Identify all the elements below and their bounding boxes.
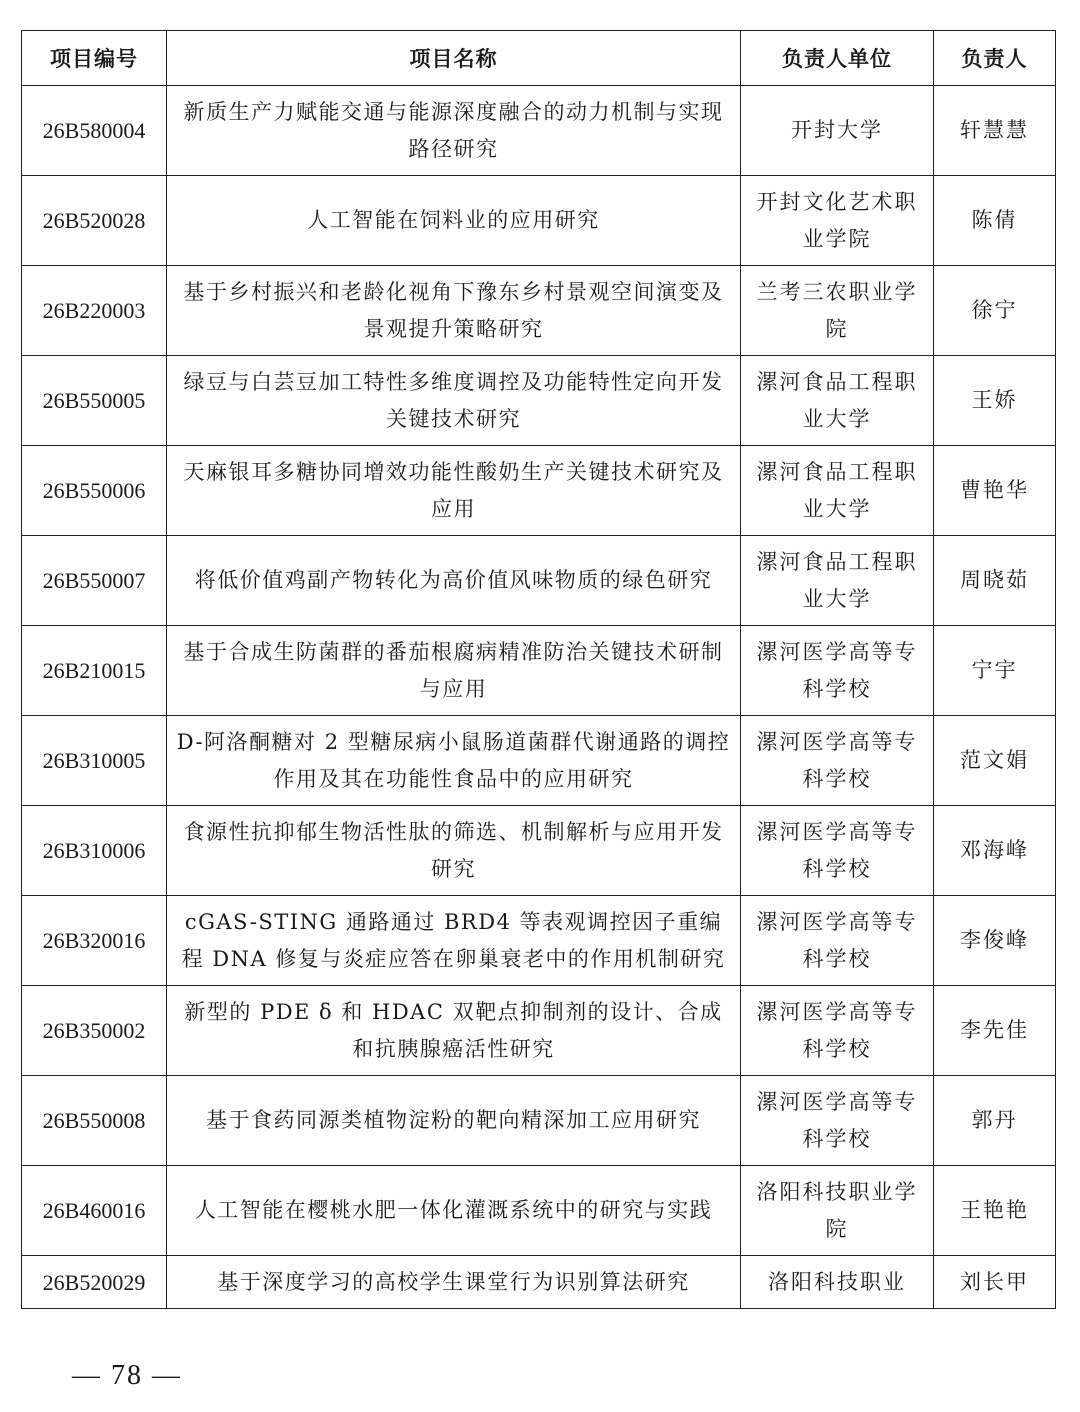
project-code-cell: 26B350002 <box>22 986 167 1076</box>
responsible-unit-cell: 洛阳科技职业 <box>741 1256 934 1309</box>
responsible-person-cell: 郭丹 <box>934 1076 1056 1166</box>
responsible-person-cell: 王娇 <box>934 356 1056 446</box>
responsible-unit-cell: 漯河医学高等专科学校 <box>741 1076 934 1166</box>
responsible-person-cell: 刘长甲 <box>934 1256 1056 1309</box>
responsible-person-cell: 徐宁 <box>934 266 1056 356</box>
header-project-code: 项目编号 <box>22 31 167 86</box>
responsible-person-cell: 李先佳 <box>934 986 1056 1076</box>
project-code-cell: 26B520028 <box>22 176 167 266</box>
table-row <box>22 1166 1056 1256</box>
project-title-cell: D-阿洛酮糖对 2 型糖尿病小鼠肠道菌群代谢通路的调控作用及其在功能性食品中的应用研究 <box>167 716 741 806</box>
project-title-cell: 新质生产力赋能交通与能源深度融合的动力机制与实现路径研究 <box>167 86 741 176</box>
responsible-person-cell: 范文娟 <box>934 716 1056 806</box>
responsible-person-cell: 邓海峰 <box>934 806 1056 896</box>
project-title-cell: cGAS-STING 通路通过 BRD4 等表观调控因子重编程 DNA 修复与炎症应答在卵巢衰老中的作用机制研究 <box>167 896 741 986</box>
table-row <box>22 1256 1056 1309</box>
header-responsible-person: 负责人 <box>934 31 1056 86</box>
project-code-cell: 26B210015 <box>22 626 167 716</box>
table-header-row <box>22 31 1056 86</box>
project-title-cell: 食源性抗抑郁生物活性肽的筛选、机制解析与应用开发研究 <box>167 806 741 896</box>
table-row <box>22 446 1056 536</box>
responsible-unit-cell: 漯河医学高等专科学校 <box>741 716 934 806</box>
table-row <box>22 176 1056 266</box>
project-title-cell: 人工智能在樱桃水肥一体化灌溉系统中的研究与实践 <box>167 1166 741 1256</box>
project-code-cell: 26B520029 <box>22 1256 167 1309</box>
responsible-unit-cell: 漯河食品工程职业大学 <box>741 446 934 536</box>
responsible-unit-cell: 漯河医学高等专科学校 <box>741 986 934 1076</box>
project-code-cell: 26B220003 <box>22 266 167 356</box>
project-title-cell: 基于食药同源类植物淀粉的靶向精深加工应用研究 <box>167 1076 741 1166</box>
responsible-person-cell: 曹艳华 <box>934 446 1056 536</box>
table-row <box>22 896 1056 986</box>
responsible-unit-cell: 漯河医学高等专科学校 <box>741 626 934 716</box>
table-row <box>22 356 1056 446</box>
header-responsible-unit: 负责人单位 <box>741 31 934 86</box>
responsible-unit-cell: 洛阳科技职业学院 <box>741 1166 934 1256</box>
project-code-cell: 26B550005 <box>22 356 167 446</box>
responsible-person-cell: 轩慧慧 <box>934 86 1056 176</box>
table-row <box>22 86 1056 176</box>
responsible-unit-cell: 漯河食品工程职业大学 <box>741 536 934 626</box>
project-code-cell: 26B550007 <box>22 536 167 626</box>
project-title-cell: 绿豆与白芸豆加工特性多维度调控及功能特性定向开发关键技术研究 <box>167 356 741 446</box>
table-row <box>22 536 1056 626</box>
table-row <box>22 716 1056 806</box>
table-row <box>22 1076 1056 1166</box>
responsible-person-cell: 王艳艳 <box>934 1166 1056 1256</box>
responsible-person-cell: 宁宇 <box>934 626 1056 716</box>
project-code-cell: 26B460016 <box>22 1166 167 1256</box>
project-code-cell: 26B550006 <box>22 446 167 536</box>
project-title-cell: 天麻银耳多糖协同增效功能性酸奶生产关键技术研究及应用 <box>167 446 741 536</box>
table-row <box>22 986 1056 1076</box>
header-project-title: 项目名称 <box>167 31 741 86</box>
responsible-unit-cell: 漯河医学高等专科学校 <box>741 806 934 896</box>
project-code-cell: 26B550008 <box>22 1076 167 1166</box>
project-code-cell: 26B310006 <box>22 806 167 896</box>
responsible-person-cell: 周晓茹 <box>934 536 1056 626</box>
responsible-person-cell: 李俊峰 <box>934 896 1056 986</box>
project-title-cell: 将低价值鸡副产物转化为高价值风味物质的绿色研究 <box>167 536 741 626</box>
responsible-unit-cell: 开封文化艺术职业学院 <box>741 176 934 266</box>
page-number: — 78 — <box>72 1360 182 1391</box>
table-row <box>22 266 1056 356</box>
responsible-unit-cell: 漯河医学高等专科学校 <box>741 896 934 986</box>
project-code-cell: 26B580004 <box>22 86 167 176</box>
project-code-cell: 26B320016 <box>22 896 167 986</box>
project-title-cell: 基于深度学习的高校学生课堂行为识别算法研究 <box>167 1256 741 1309</box>
project-title-cell: 基于合成生防菌群的番茄根腐病精准防治关键技术研制与应用 <box>167 626 741 716</box>
project-title-cell: 新型的 PDE δ 和 HDAC 双靶点抑制剂的设计、合成和抗胰腺癌活性研究 <box>167 986 741 1076</box>
responsible-person-cell: 陈倩 <box>934 176 1056 266</box>
responsible-unit-cell: 开封大学 <box>741 86 934 176</box>
project-title-cell: 基于乡村振兴和老龄化视角下豫东乡村景观空间演变及景观提升策略研究 <box>167 266 741 356</box>
project-code-cell: 26B310005 <box>22 716 167 806</box>
project-title-cell: 人工智能在饲料业的应用研究 <box>167 176 741 266</box>
project-table <box>21 30 1056 1309</box>
table-row <box>22 806 1056 896</box>
table-row <box>22 626 1056 716</box>
responsible-unit-cell: 漯河食品工程职业大学 <box>741 356 934 446</box>
responsible-unit-cell: 兰考三农职业学院 <box>741 266 934 356</box>
